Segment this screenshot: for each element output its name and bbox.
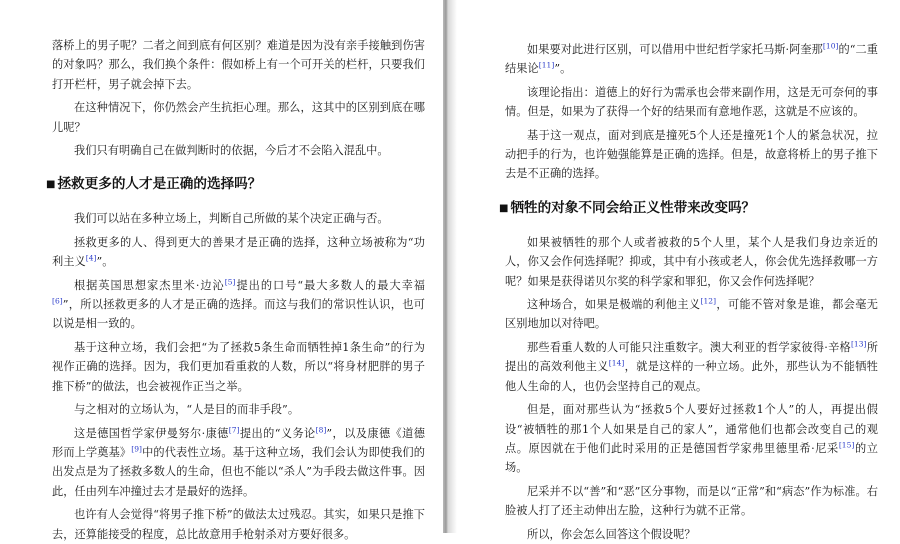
paragraph-text: 但是，面对那些认为“拯救5个人要好过拯救1个人”的人，再提出假设“被牺牲的那1个人如果是自己的家人”，通常他们也都会改变自己的观点。原因就在于他们此时采用的正是德国哲学家弗里德里希·尼采 [505,403,878,455]
paragraph-text: ”，以及康德《道德形而上学奠基》 [52,426,425,459]
paragraph [52,141,425,160]
paragraph [505,400,878,478]
paragraph-text: 的“二重结果论 [505,43,878,76]
paragraph [52,276,425,334]
paragraph-text: 落桥上的男子呢？二者之间到底有何区别？难道是因为没有亲手接触到伤害的对象吗？那么，我们换个条件：假如桥上有一个可开关的栏杆，只要我们打开栏杆，男子就会掉下去。 [52,39,425,91]
paragraph [505,40,878,79]
paragraph-text: 中的代表性立场。基于这种立场，我们会认为即使我们的出发点是为了拯救多数人的生命，但也不能以“杀人”为手段去做这件事。因此，任由列车冲撞过去才是最好的选择。 [52,445,425,498]
paragraph-text: 如果被牺牲的那个人或者被救的5个人里，某个人是我们身边亲近的人，你又会作何选择呢？抑或，其中有小孩或老人，你会优先选择救哪一方呢？如果是获得诺贝尔奖的科学家和罪犯，你又会作何选择呢？ [505,235,878,288]
paragraph-text: 如果要对此进行区别，可以借用中世纪哲学家托马斯·阿奎那 [527,43,823,56]
footnote-link[interactable]: [11] [538,60,555,70]
footnote-link[interactable]: [7] [228,424,240,434]
paragraph-text: 所以，你会怎么回答这个假设呢？ [527,527,696,541]
paragraph-text: 也许有人会觉得“将男子推下桥”的做法太过残忍。其实，如果只是推下去，还算能接受的程度，总比故意用手枪射杀对方要好很多。 [52,508,425,541]
paragraph [52,424,425,502]
heading-text: 牺牲的对象不同会给正义性带来改变吗？ [510,199,756,216]
paragraph [52,338,425,396]
paragraph-text: 这是德国哲学家伊曼努尔·康德 [74,426,229,440]
paragraph [505,233,878,291]
footnote-link[interactable]: [4] [85,253,97,263]
paragraph-text: 那些看重人数的人可能只注重数字。澳大利亚的哲学家彼得·辛格 [527,340,851,354]
paragraph [505,525,878,544]
paragraph-text: 所提出的高效利他主义 [505,340,878,374]
footnote-link[interactable]: [5] [224,276,236,286]
paragraph [505,126,878,184]
paragraph-text: ，就是这样的一种立场。此外，那些认为不能牺牲他人生命的人，也仍会坚持自己的观点。 [505,360,878,393]
paragraph [52,400,425,419]
paragraph-text: 尼采并不以“善”和“恶”区分事物，而是以“正常”和“病态”作为标准。右脸被人打了还主动伸出左脸，这种行为就不正常。 [505,484,878,518]
paragraph-text: 提出的口号“最大多数人的最大幸福 [235,278,425,292]
left-page [0,0,443,541]
page-divider [443,0,457,533]
paragraph [505,83,878,122]
paragraph-text: ”。 [554,62,572,76]
footnote-link[interactable]: [9] [131,444,143,454]
footnote-link[interactable]: [6] [52,296,63,306]
paragraph-text: 基于这一观点，面对到底是撞死5个人还是撞死1个人的紧急状况，拉动把手的行为，也许勉强能算是正确的选择。但是，故意将桥上的男子推下去是不正确的选择。 [505,128,878,181]
heading-bullet: ■ [46,179,56,191]
footnote-link[interactable]: [8] [315,424,327,434]
heading-text: 拯救更多的人才是正确的选择吗？ [57,176,262,193]
paragraph-text: 我们只有明确自己在做判断时的依据，今后才不会陷入混乱中。 [74,144,389,158]
paragraph [505,482,878,521]
paragraph-text: 这种场合，如果是极端的利他主义 [527,298,701,312]
paragraph-text: ”。 [96,255,114,269]
footnote-link[interactable]: [13] [850,339,867,349]
section-heading [499,198,878,219]
heading-bullet: ■ [499,202,509,214]
paragraph-text: 拯救更多的人、得到更大的善果才是正确的选择，这种立场被称为“功利主义 [52,235,425,269]
paragraph [505,295,878,334]
paragraph-text: 与之相对的立场认为，“人是目的而非手段”。 [74,403,300,417]
paragraph [52,233,425,272]
paragraph-text: 在这种情况下，你仍然会产生抗拒心理。那么，这其中的区别到底在哪儿呢？ [52,101,425,134]
paragraph-text: 基于这种立场，我们会把“为了拯救5条生命而牺牲掉1条生命”的行为视作正确的选择。因为，我们更加看重救的人数，所以“将身材肥胖的男子推下桥”的做法，也会被视作正当之举。 [52,340,425,393]
paragraph-text: 该理论指出：道德上的好行为需承也会带来副作用，这是无可奈何的事情。但是，如果为了获得一个好的结果而有意地作恶，这就是不应该的。 [505,85,878,119]
paragraph [52,505,425,544]
footnote-link[interactable]: [15] [838,440,855,450]
paragraph-text: 根据英国思想家杰里米·边沁 [74,278,225,292]
paragraph [52,209,425,228]
paragraph [52,36,425,94]
footnote-link[interactable]: [10] [822,41,839,51]
paragraph-text: 提出的“义务论 [239,426,316,440]
section-heading [46,174,425,195]
paragraph-text: ”，所以拯救更多的人才是正确的选择。而这与我们的常识性认识，也可以说是相一致的。 [52,298,425,331]
paragraph-text: 的立场。 [505,441,878,475]
footnote-link[interactable]: [14] [608,358,625,368]
footnote-link[interactable]: [12] [700,296,717,306]
right-page [457,0,900,541]
paragraph-text: ，可能不管对象是谁，都会毫无区别地加以对待吧。 [505,298,878,331]
paragraph [505,338,878,396]
paragraph [52,98,425,137]
paragraph-text: 我们可以站在多种立场上，判断自己所做的某个决定正确与否。 [74,212,389,226]
